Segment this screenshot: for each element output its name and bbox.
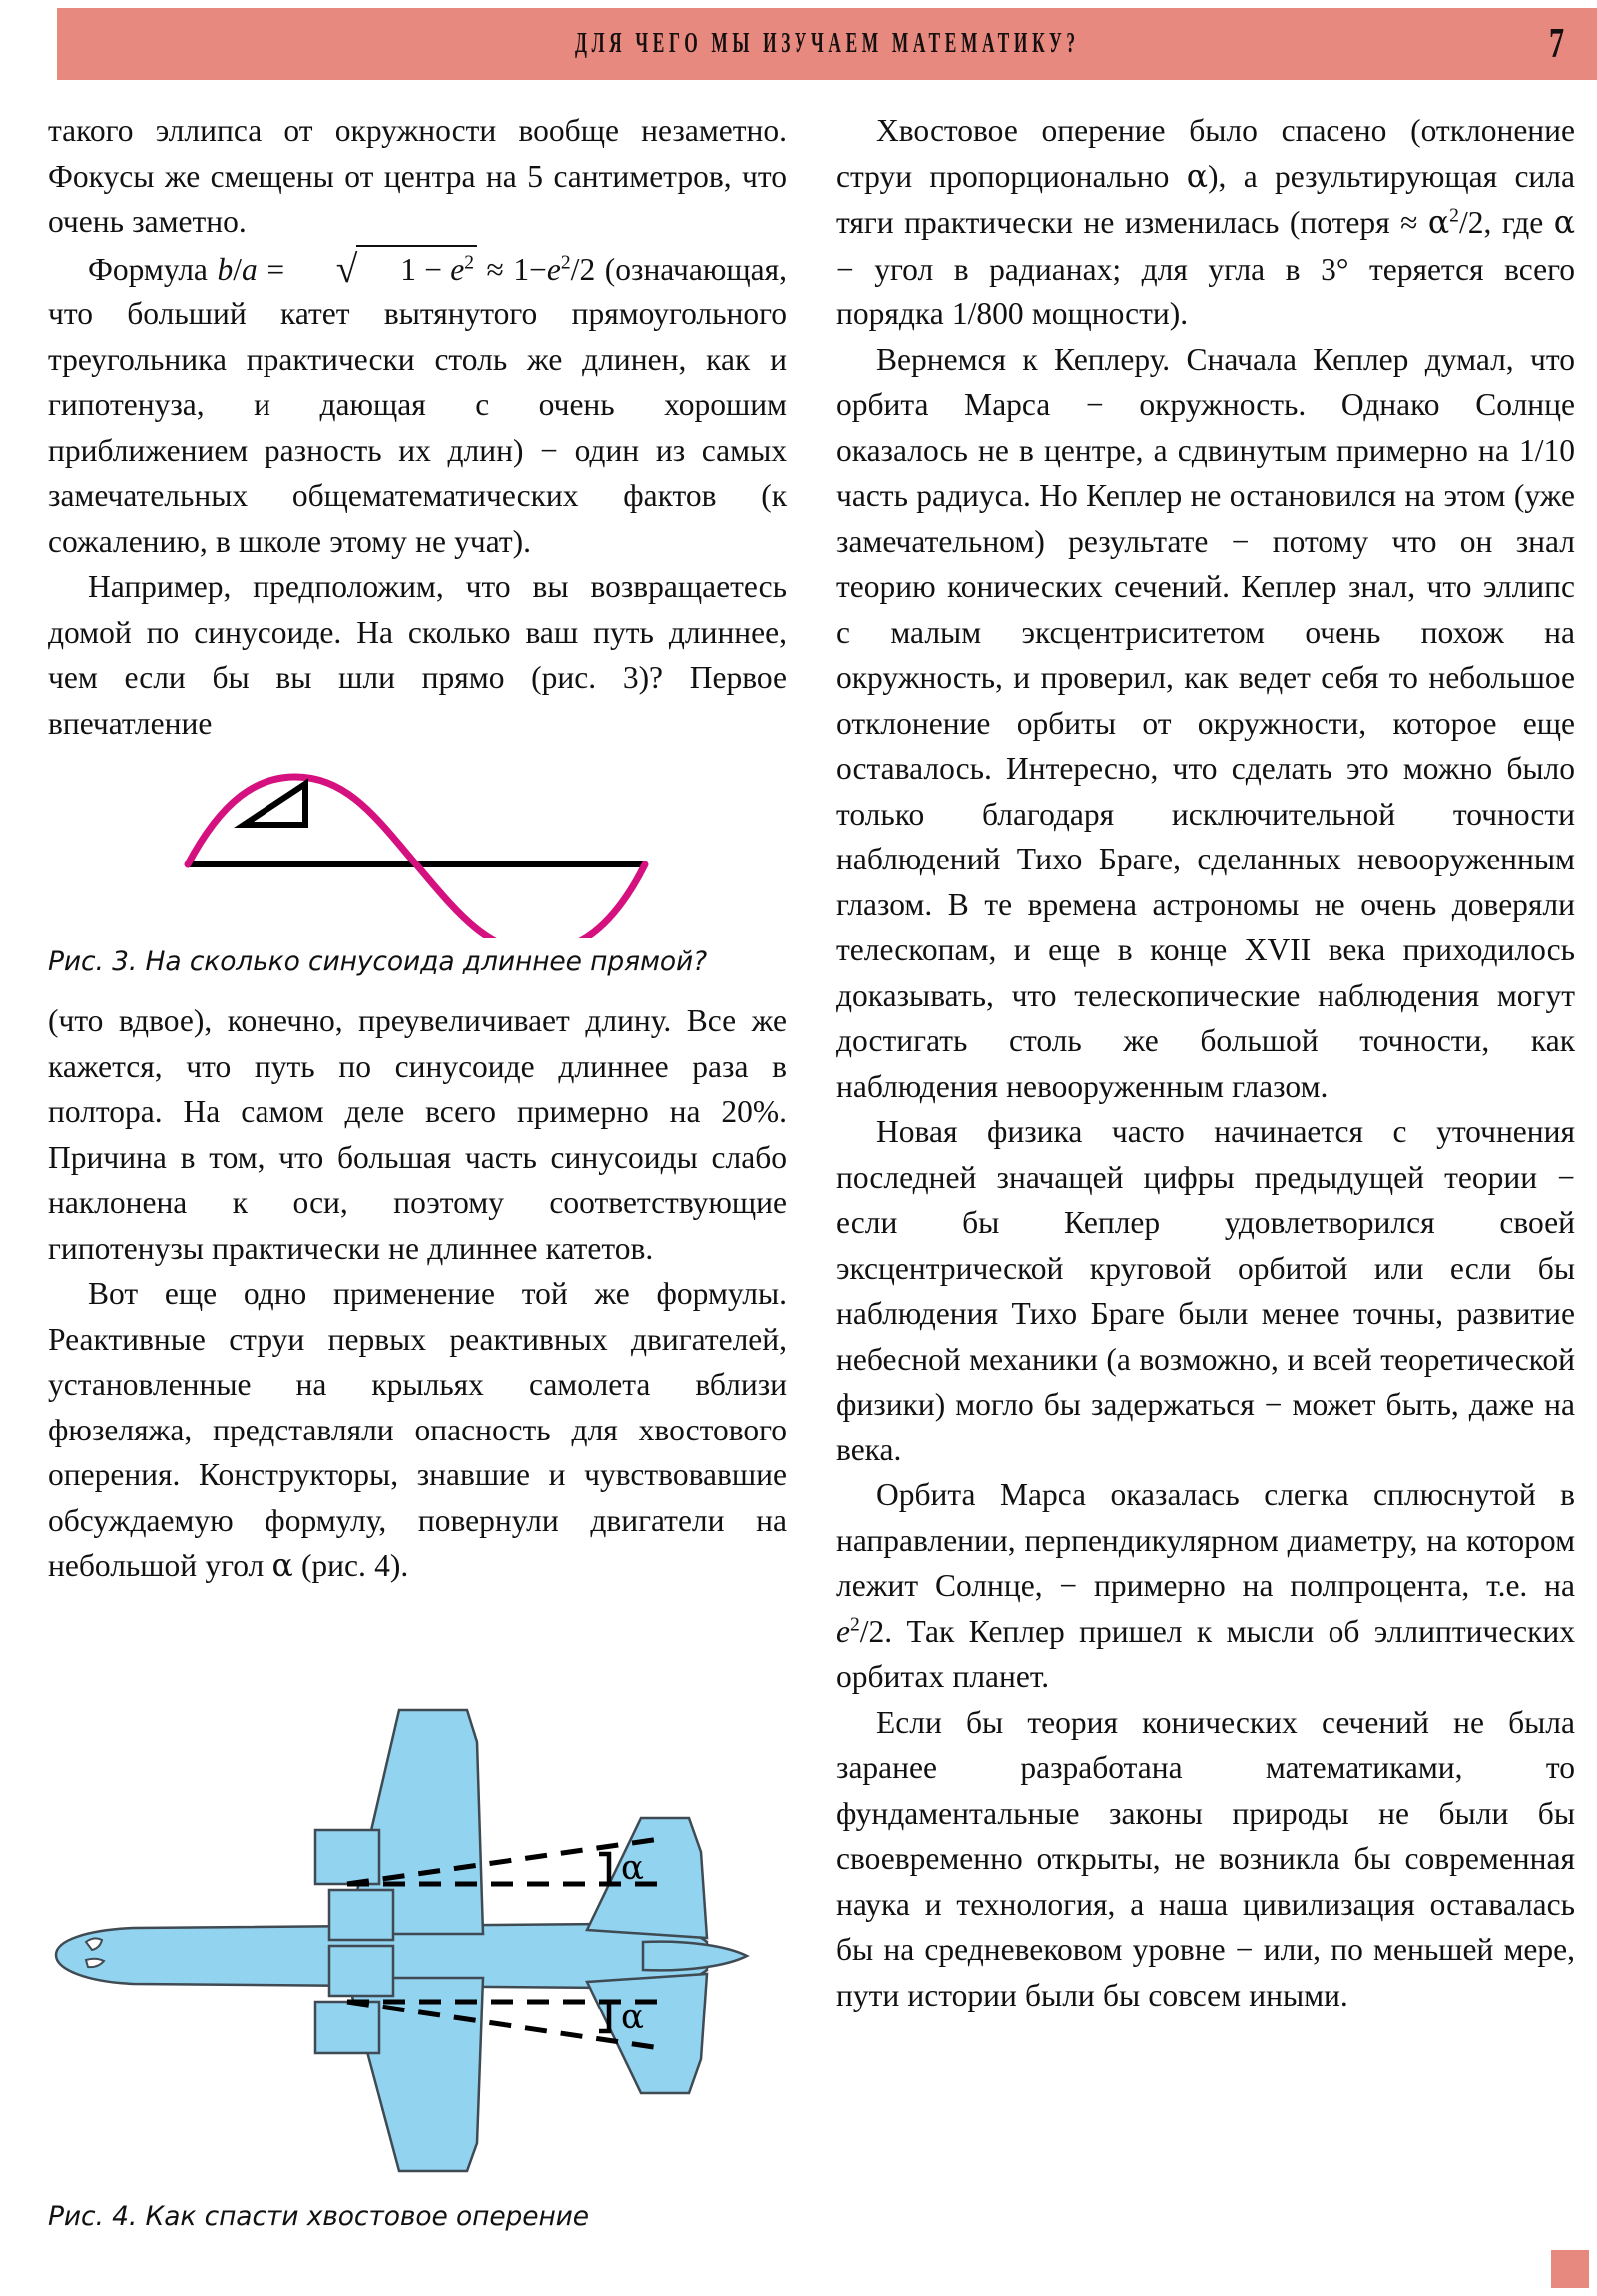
paragraph-p3 <box>48 564 787 746</box>
paragraph-r1 <box>836 108 1575 337</box>
paragraph-r5 <box>836 1700 1575 2018</box>
formula-one-over-800: 1/800 <box>951 296 1024 331</box>
running-head-title: ДЛЯ ЧЕГО МЫ ИЗУЧАЕМ МАТЕМАТИКУ? <box>574 28 1080 59</box>
vertical-fin <box>643 1942 747 1971</box>
seg2: часть радиуса. Но Кеплер не остановился на этом (уже замечательном) результате − потому что он знал теорию конических сечений. Кеплер знал, что эллипс с малым эксцентриситетом очень похож на окружность, и проверил, как ведет себя то небольшое отклонение орбиты от окружности, которое еще оставалось. Интересно, что сделать это можно было только благодаря исключительной точности наблюдений Тихо Браге, сделанных невооруженным глазом. В те времена астрономы не очень доверяли телескопам, и еще в конце XVII века приходилось доказывать, что телескопические наблюдения могут достигать столь же большой точности, как наблюдения невооруженным глазом. <box>836 478 1575 1104</box>
seg5: теряется всего порядка <box>836 251 1575 331</box>
alpha-symbol: α <box>1186 158 1208 195</box>
formula-e-squared-over-2: $e^2/2$ <box>836 1613 885 1649</box>
engine-upper-inner <box>329 1890 393 1940</box>
formula-one-over-10: 1/10 <box>1518 432 1575 468</box>
paragraph-p5 <box>48 1271 787 1590</box>
seg2: ), а результирующая сила тяги практически не изменилась (потеря <box>836 158 1575 240</box>
formula-alpha-squared-over-2: ≈ $\alpha^2/2$ <box>1400 205 1484 241</box>
paragraph-text: Если бы теория конических сечений не была заранее разработана математиками, то фундаментальные законы природы не были бы своевременно открыты, не возникла бы современная наука и технология, а наша цивилизация оставалась бы на средневековом уровне − или, по меньшей мере, пути истории были бы совсем иными. <box>836 1704 1575 2012</box>
figure-airplane <box>48 1702 787 2181</box>
left-column <box>48 108 787 746</box>
paragraph-r3 <box>836 1109 1575 1472</box>
airplane-silhouette <box>56 1710 747 2171</box>
figure-sine-wave <box>48 759 787 938</box>
paragraph-text-tail: (означающая, что больший катет вытянутого прямоугольного треугольника практически столь же длинен, как и гипотенуза, и дающая с очень хорошим приближением разность их длин) − один из самых замечательных общематематических фактов (к сожалению, в школе этому не учат). <box>48 251 787 559</box>
paragraph-r4 <box>836 1472 1575 1700</box>
tailplane-upper <box>587 1818 707 1938</box>
paragraph-text: такого эллипса от окружности вообще незаметно. Фокусы же смещены от центра на 5 сантиметров, что очень заметно. <box>48 113 787 239</box>
seg1: Вернемся к Кеплеру. Сначала Кеплер думал, что орбита Марса − окружность. Однако Солнце оказалось не в центре, а сдвинутым примерно на <box>836 341 1575 468</box>
right-column <box>836 108 1575 2017</box>
formula-three-degrees: 3° <box>1321 251 1349 287</box>
alpha-label-upper: α <box>621 1848 644 1888</box>
angle-bracket-upper <box>599 1854 609 1884</box>
paragraph-text: (что вдвое), конечно, преувеличивает длину. Все же кажется, что путь по синусоиде длиннее раза в полтора. На самом деле всего примерно на 20%. Причина в том, что большая часть синусоиды слабо наклонена к оси, поэтому соответствующие гипотенузы практически не длиннее катетов. <box>48 1003 787 1266</box>
corner-decoration-mark <box>1551 2250 1589 2288</box>
alpha-symbol-2: α <box>1553 205 1575 241</box>
engine-lower-inner <box>329 1946 393 1996</box>
paragraph-p1 <box>48 108 787 245</box>
alpha-symbol: α <box>271 1548 293 1584</box>
paragraph-p4 <box>48 998 787 1271</box>
seg4: − угол в радианах; для угла в <box>836 251 1322 287</box>
sine-wave-svg <box>48 759 787 938</box>
seg1: Орбита Марса оказалась слегка сплюснутой в направлении, перпендикулярном диаметру, на котором лежит Солнце, − примерно на полпроцента, т.е. на <box>836 1477 1575 1603</box>
airplane-svg <box>48 1702 787 2181</box>
seg2: . Так Кеплер пришел к мысли об эллиптических орбитах планет. <box>836 1613 1575 1694</box>
left-column-lower <box>48 998 787 1590</box>
paragraph-r2 <box>836 337 1575 1110</box>
paragraph-text-a: Вот еще одно применение той же формулы. Реактивные струи первых реактивных двигателей, установленные на крыльях самолета вблизи фюзеляжа, представляли опасность для хвостового оперения. Конструкторы, знавшие и чувствовавшие обсуждаемую формулу, повернули двигатели на небольшой угол <box>48 1276 787 1583</box>
engine-upper-outer <box>315 1830 379 1884</box>
seg6: мощности). <box>1023 296 1189 331</box>
alpha-label-lower: α <box>621 1998 644 2037</box>
figure-4-caption: Рис. 4. Как спасти хвостовое оперение <box>48 2201 590 2232</box>
paragraph-text-lead: Формула <box>88 251 218 287</box>
sine-curve <box>188 777 645 938</box>
seg1: Хвостовое оперение было спасено (отклонение струи пропорционально <box>836 113 1575 194</box>
seg3: , где <box>1483 205 1554 240</box>
paragraph-p2 <box>48 245 787 565</box>
paragraph-text: Новая физика часто начинается с уточнения последней значащей цифры предыдущей теории − если бы Кеплер удовлетворился своей эксцентрической круговой орбитой или если бы наблюдения Тихо Браге были менее точны, развитие небесной механики (а возможно, и всей теоретической физики) могло бы задержаться − может быть, даже на века. <box>836 1114 1575 1467</box>
running-head-band <box>57 8 1597 80</box>
paragraph-text-b: (рис. 4). <box>292 1548 409 1583</box>
formula-b-over-a: b/a = √ $1 - e^2 \approx 1-e^2/2$ <box>217 246 596 290</box>
figure-3-caption: Рис. 3. На сколько синусоида длиннее прямой? <box>48 946 708 977</box>
engine-lower-outer <box>315 2002 379 2053</box>
page-number: 7 <box>1548 21 1565 67</box>
paragraph-text: Например, предположим, что вы возвращаетесь домой по синусоиде. На сколько ваш путь длиннее, чем если бы вы шли прямо (рис. 3)? Первое впечатление <box>48 569 787 741</box>
